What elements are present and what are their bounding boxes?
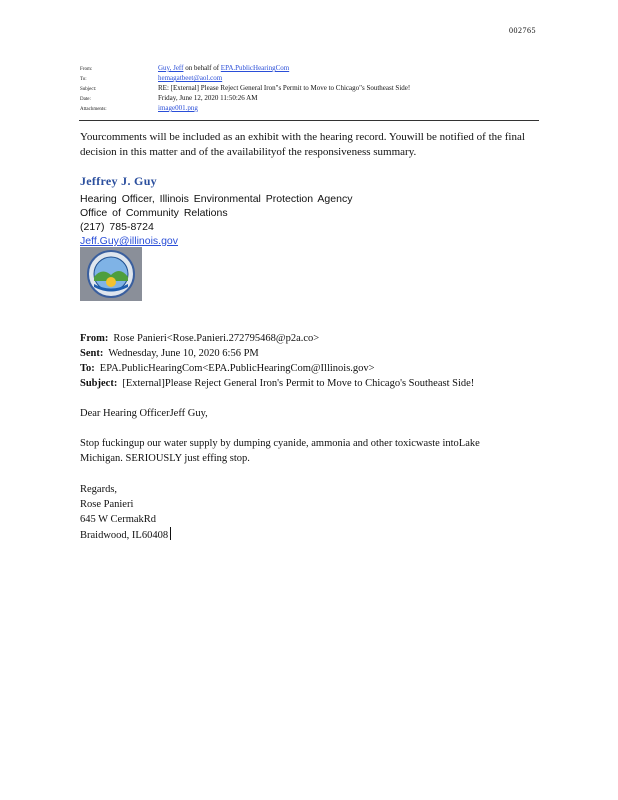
orig-to-row [80,361,375,376]
orig-subject-label: Subject: [80,378,118,389]
orig-sent-row [80,346,259,361]
header-subject-value: RE: [External] Please Reject General Iron"s Permit to Move to Chicago"s Southeast Side! [158,84,411,92]
signature-name: Jeffrey J. Guy [80,174,157,188]
orig-from-value: Rose Panieri<Rose.Panieri.272795468@p2a.co> [113,333,320,344]
orig-sender-name: Rose Panieri [80,499,134,510]
orig-sender-city: Braidwood, IL60408 [80,530,169,541]
signature-email-row [80,234,178,248]
header-to-label: To: [80,77,87,82]
orig-sender-city-row [80,527,171,543]
orig-subject-value: [External]Please Reject General Iron's Permit to Move to Chicago's Southeast Side! [122,378,475,389]
illinois-epa-seal-icon [80,247,142,301]
header-subject-label: Subject: [80,87,97,92]
header-behalf-text: on behalf of [185,64,220,72]
header-divider [79,120,539,121]
orig-sent-value: Wednesday, June 10, 2020 6:56 PM [108,348,259,359]
orig-to-value: EPA.PublicHearingCom<EPA.PublicHearingCom@Illinois.gov> [99,363,375,374]
orig-subject-row [80,376,474,391]
header-to-row [80,74,222,84]
orig-body-line-2: Michigan. SERIOUSLY just effing stop. [80,453,250,464]
seal-graphic [80,247,142,301]
reply-text: Yourcomments will be included as an exhibit with the hearing record. Youwill be notified of the final decision in this matter and of the availabilityof the responsiveness summary. [80,131,525,158]
header-subject-row [80,84,410,94]
header-behalf-address[interactable]: EPA.PublicHearingCom [220,64,290,72]
signature-email-link[interactable]: Jeff.Guy@illinois.gov [80,235,179,247]
header-attachment-link[interactable]: image001.png [158,104,198,112]
header-attachments-label: Attachments: [80,107,107,112]
header-date-value: Friday, June 12, 2020 11:50:26 AM [158,94,258,102]
orig-from-label: From: [80,333,109,344]
header-from-row [80,64,289,74]
signature-phone: (217) 785-8724 [80,221,154,233]
page-number: 002765 [509,26,536,35]
orig-sender-street: 645 W CermakRd [80,514,157,525]
orig-body-line-1: Stop fuckingup our water supply by dumping cyanide, ammonia and other toxicwaste intoLake [80,438,480,449]
header-from-name[interactable]: Guy, Jeff [158,64,184,72]
header-date-row [80,94,257,104]
orig-sent-label: Sent: [80,348,104,359]
header-date-label: Date: [80,97,91,102]
orig-greeting: Dear Hearing OfficerJeff Guy, [80,408,208,419]
orig-to-label: To: [80,363,95,374]
signature-office: Office of Community Relations [80,207,228,219]
header-from-label: From: [80,67,93,72]
text-cursor [170,527,171,540]
signature-title: Hearing Officer, Illinois Environmental Protection Agency [80,193,353,205]
header-to-value[interactable]: hemagatbeet@aol.com [158,74,223,82]
header-attachments-row [80,104,198,114]
orig-closing: Regards, [80,484,118,495]
orig-from-row [80,331,319,346]
